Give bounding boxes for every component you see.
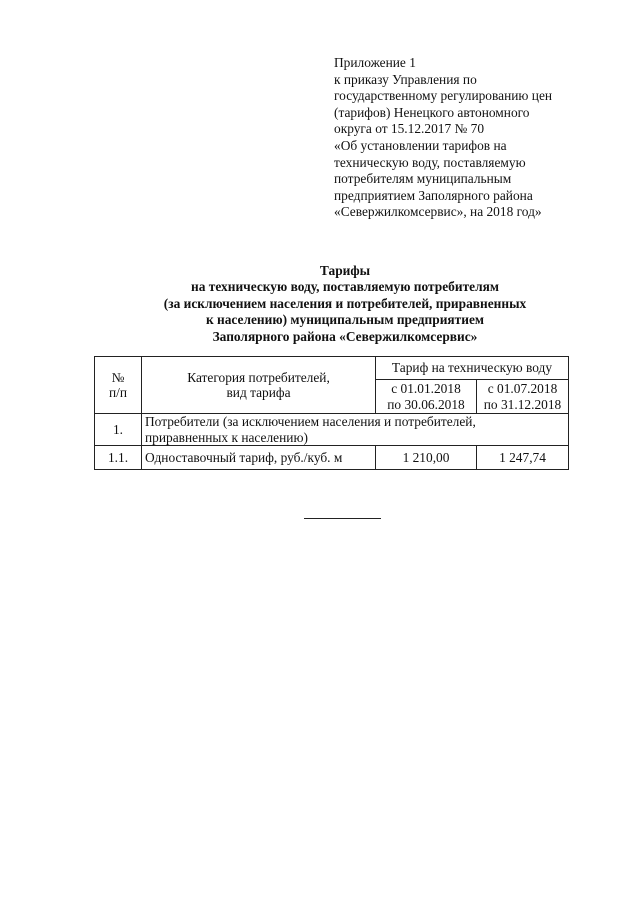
appendix-line: предприятием Заполярного района [334,187,533,203]
header-category-cell [142,357,376,414]
row-number: 1.1. [95,446,142,470]
appendix-block [334,55,634,221]
header-period1-cell [376,380,477,414]
title-line: к населению) муниципальным предприятием [205,312,485,328]
appendix-line: «Об установлении тарифов на [334,137,507,153]
appendix-line: потребителям муниципальным [334,171,512,187]
header-category-label: Категория потребителей, [187,369,330,385]
header-category-sublabel: вид тарифа [226,385,291,400]
title-line: (за исключением населения и потребителей, приравненных [163,295,527,311]
appendix-line: техническую воду, поставляемую [334,154,526,170]
appendix-line: Приложение 1 [334,55,416,70]
table-row [95,446,569,470]
closing-rule [304,518,381,519]
appendix-line: (тарифов) Ненецкого автономного [334,104,530,120]
title-line: Тарифы [319,263,371,278]
period1-start: с 01.01.2018 [391,381,461,396]
period1-end: по 30.06.2018 [387,396,465,412]
document-title [90,263,600,345]
header-period2-cell [477,380,569,414]
header-tariff-group: Тариф на техническую воду [376,357,569,380]
appendix-line: округа от 15.12.2017 № 70 [334,121,485,137]
title-line: на техническую воду, поставляемую потребителям [191,279,499,295]
tariff-table [94,356,569,470]
row-description: приравненных к населению) [145,429,308,445]
table-header-row [95,357,569,380]
header-number-cell [95,357,142,414]
row-description: Потребители (за исключением населения и потребителей, [145,414,476,429]
title-line: Заполярного района «Севержилкомсервис» [212,328,478,344]
appendix-line: к приказу Управления по [334,71,477,87]
period2-start: с 01.07.2018 [487,381,558,396]
row-value-period1: 1 210,00 [376,446,477,470]
row-number: 1. [95,414,142,446]
table-row [95,414,569,446]
header-number-label: № [111,369,125,385]
row-description: Одноставочный тариф, руб./куб. м [142,446,376,470]
row-value-period2: 1 247,74 [477,446,569,470]
appendix-line: государственному регулированию цен [334,88,553,104]
appendix-line: «Севержилкомсервис», на 2018 год» [334,204,542,220]
period2-end: по 31.12.2018 [483,396,562,412]
header-number-sublabel: п/п [108,385,128,400]
row-description-cell [142,414,569,446]
